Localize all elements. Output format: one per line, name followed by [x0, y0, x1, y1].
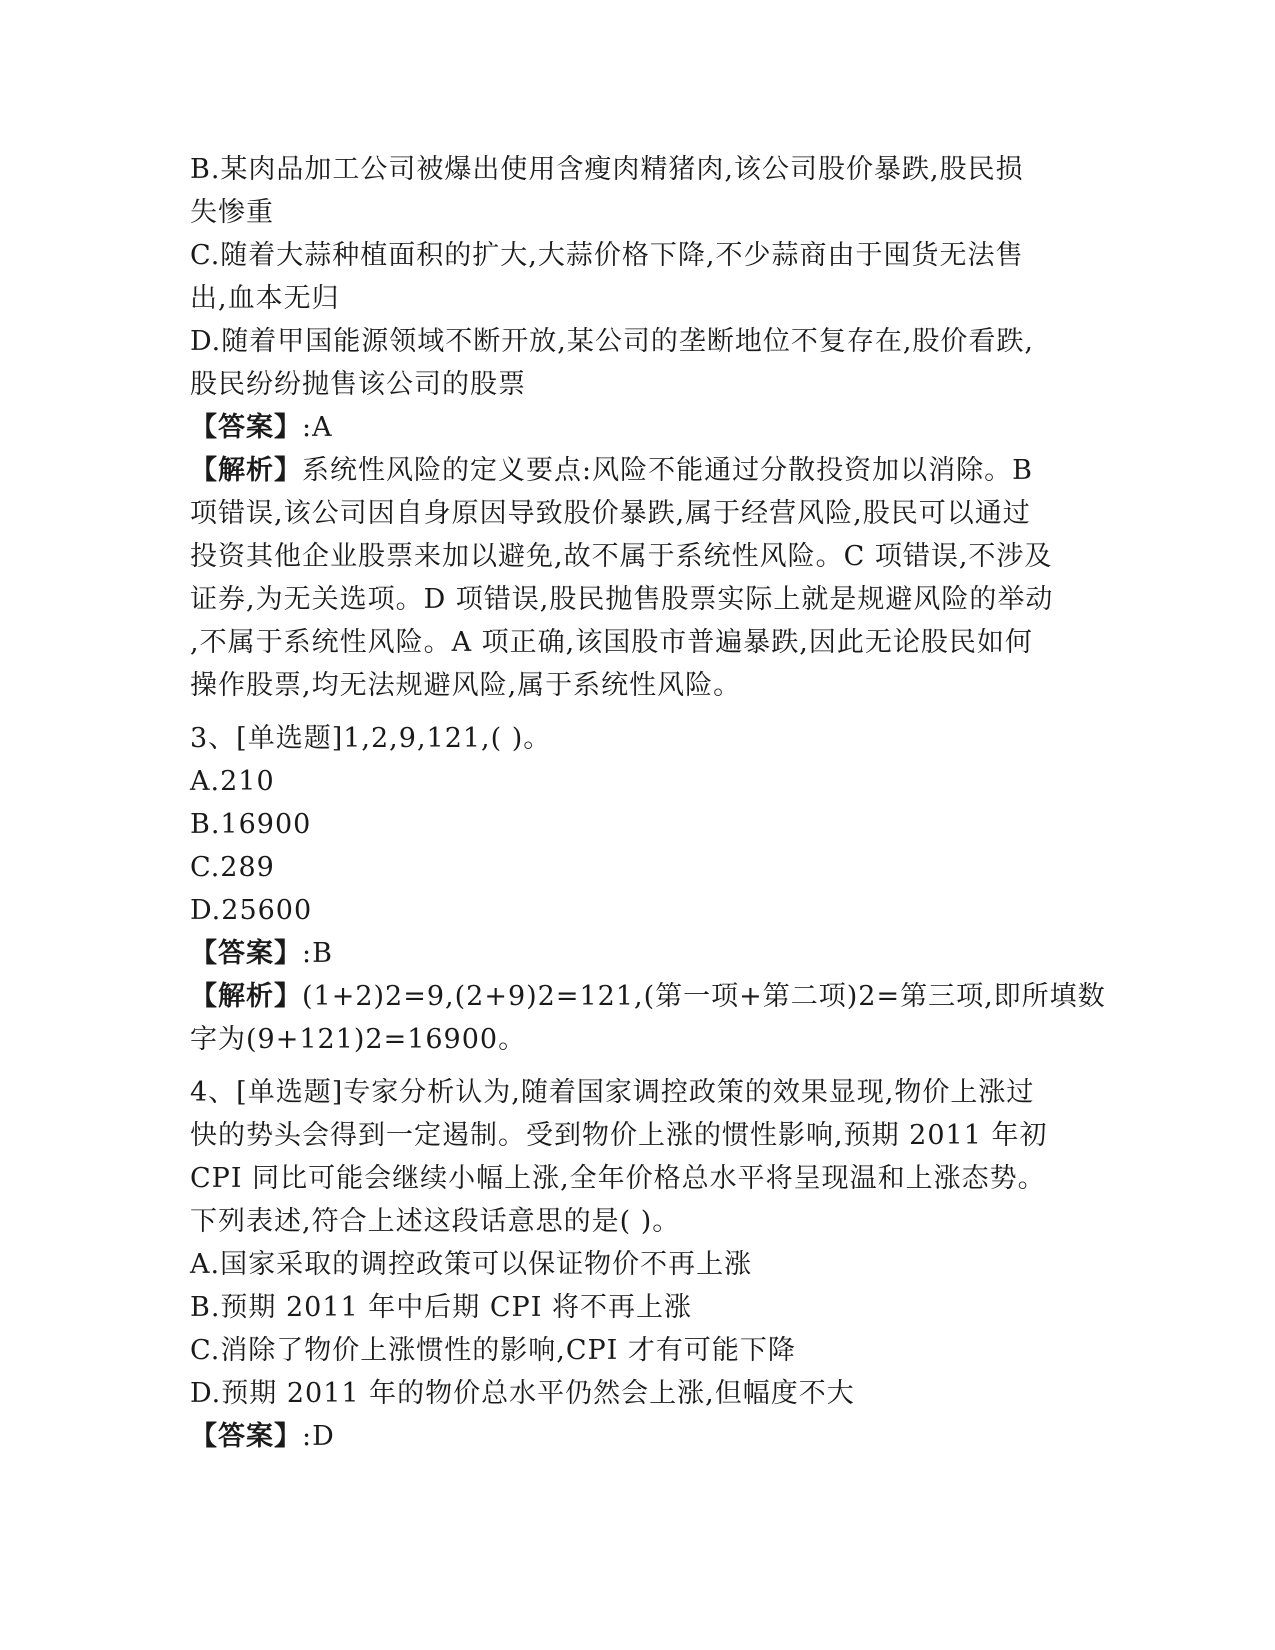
analysis-line-2: 项错误,该公司因自身原因导致股价暴跌,属于经营风险,股民可以通过	[190, 498, 1031, 529]
answer-label: 【答案】	[190, 412, 302, 443]
option-a: A.210	[190, 766, 275, 797]
option-c: C.289	[190, 852, 275, 883]
analysis-line-1	[190, 975, 1106, 1018]
analysis-label: 【解析】	[190, 981, 302, 1012]
analysis-line-3: 投资其他企业股票来加以避免,故不属于系统性风险。C 项错误,不涉及	[190, 541, 1053, 572]
option-d-line-2: 股民纷纷抛售该公司的股票	[190, 369, 526, 400]
analysis-line-1	[190, 449, 1090, 492]
analysis-line-4: 证券,为无关选项。D 项错误,股民抛售股票实际上就是规避风险的举动	[190, 584, 1054, 615]
analysis-line-2: 字为(9+121)2=16900。	[190, 1024, 527, 1055]
option-b: B.16900	[190, 809, 312, 840]
option-d: D.25600	[190, 895, 313, 926]
question-stem-line-2: 快的势头会得到一定遏制。受到物价上涨的惯性影响,预期 2011 年初	[190, 1120, 1048, 1151]
answer-value: :A	[302, 412, 333, 443]
option-d: D.预期 2011 年的物价总水平仍然会上涨,但幅度不大	[190, 1378, 855, 1409]
option-c-line-2: 出,血本无归	[190, 283, 340, 314]
document-page	[190, 148, 1106, 1458]
option-a: A.国家采取的调控政策可以保证物价不再上涨	[190, 1249, 753, 1280]
analysis-label: 【解析】	[190, 455, 302, 486]
option-b: B.预期 2011 年中后期 CPI 将不再上涨	[190, 1292, 692, 1323]
option-b-line-2: 失惨重	[190, 197, 274, 228]
answer-line	[190, 406, 1090, 449]
question-3	[190, 717, 1106, 1061]
option-c: C.消除了物价上涨惯性的影响,CPI 才有可能下降	[190, 1335, 796, 1366]
question-stem-line-3: CPI 同比可能会继续小幅上涨,全年价格总水平将呈现温和上涨态势。	[190, 1163, 1046, 1194]
question-stem-line-1: 4、[单选题]专家分析认为,随着国家调控政策的效果显现,物价上涨过	[190, 1077, 1035, 1108]
answer-line	[190, 1415, 1090, 1458]
answer-label: 【答案】	[190, 938, 302, 969]
question-4	[190, 1071, 1090, 1458]
analysis-line-5: ,不属于系统性风险。A 项正确,该国股市普遍暴跌,因此无论股民如何	[190, 627, 1033, 658]
answer-value: :B	[302, 938, 333, 969]
option-c-line-1: C.随着大蒜种植面积的扩大,大蒜价格下降,不少蒜商由于囤货无法售	[190, 240, 1024, 271]
question-stem-line-4: 下列表述,符合上述这段话意思的是( )。	[190, 1206, 681, 1237]
option-b-line-1: B.某肉品加工公司被爆出使用含瘦肉精猪肉,该公司股价暴跌,股民损	[190, 154, 1024, 185]
answer-value: :D	[302, 1421, 335, 1452]
option-d-line-1: D.随着甲国能源领域不断开放,某公司的垄断地位不复存在,股价看跌,	[190, 326, 1035, 357]
analysis-text: 系统性风险的定义要点:风险不能通过分散投资加以消除。B	[302, 455, 1033, 486]
question-2-tail	[190, 148, 1090, 707]
question-stem: 3、[单选题]1,2,9,121,( )。	[190, 723, 552, 754]
analysis-text: (1+2)2=9,(2+9)2=121,(第一项+第二项)2=第三项,即所填数	[302, 981, 1106, 1012]
answer-label: 【答案】	[190, 1421, 302, 1452]
answer-line	[190, 932, 1090, 975]
analysis-line-6: 操作股票,均无法规避风险,属于系统性风险。	[190, 670, 742, 701]
